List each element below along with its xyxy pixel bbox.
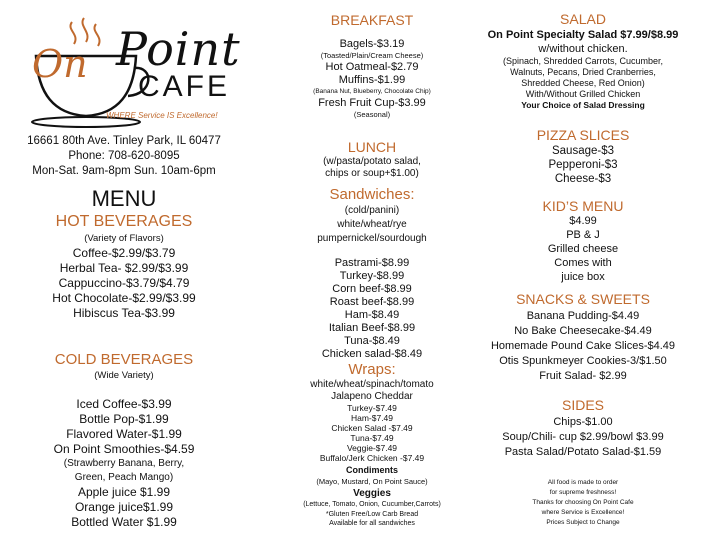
pizza-section (465, 126, 701, 186)
menu-item: Italian Beef-$8.99 (328, 322, 416, 334)
smoothie-note: (Strawberry Banana, Berry, (63, 458, 185, 469)
logo-point-text: Point (116, 22, 241, 76)
item-note: (Banana Nut, Blueberry, Chocolate Chip) (313, 88, 431, 95)
salad-desc: Walnuts, Pecans, Dried Cranberries, (510, 67, 656, 77)
cafe-logo (28, 12, 248, 130)
menu-item: Corn beef-$8.99 (332, 283, 412, 295)
bread-options: white/wheat/rye (337, 219, 407, 230)
gluten-note: *Gluten Free/Low Carb Bread (325, 511, 419, 518)
breakfast-section (262, 10, 482, 120)
menu-item: Apple juice $1.99 (77, 485, 171, 499)
footer-notes (465, 478, 701, 528)
menu-item: Cheese-$3 (554, 173, 612, 185)
menu-item: Orange juice$1.99 (74, 500, 174, 514)
condiments-note: (Mayo, Mustard, On Point Sauce) (316, 477, 428, 486)
menu-item: Grilled cheese (547, 243, 619, 255)
menu-item: On Point Specialty Salad $7.99/$8.99 (487, 29, 679, 41)
cold-beverages-section (0, 350, 248, 530)
menu-item: Bottled Water $1.99 (71, 515, 177, 529)
gluten-note: Available for all sandwiches (329, 520, 415, 527)
menu-item: Chicken Salad -$7.49 (331, 423, 413, 433)
menu-item: No Bake Cheesecake-$4.49 (514, 325, 652, 337)
menu-item: Banana Pudding-$4.49 (526, 310, 640, 322)
menu-item: Chips-$1.00 (553, 416, 613, 428)
menu-item: Veggie-$7.49 (346, 443, 398, 453)
wraps-title: Wraps: (348, 361, 396, 378)
bread-options: Jalapeno Cheddar (331, 391, 413, 402)
salad-dressing: Your Choice of Salad Dressing (521, 100, 645, 110)
hot-beverages-section (0, 186, 248, 321)
menu-item: Ham-$8.49 (344, 309, 400, 321)
sides-section (465, 396, 701, 460)
bread-options: (cold/panini) (344, 205, 400, 216)
kids-menu-title: KID’S MENU (542, 198, 624, 214)
menu-item: Hot Chocolate-$2.99/$3.99 (52, 291, 196, 305)
wraps-section (262, 361, 482, 528)
menu-item: Roast beef-$8.99 (329, 296, 415, 308)
logo-tagline: WHERE Service IS Excellence! (106, 111, 218, 120)
footer-line: for supreme freshness! (549, 489, 617, 496)
menu-item: Coffee-$2.99/$3.79 (72, 246, 176, 260)
salad-desc: Shredded Cheese, Red Onion) (521, 78, 645, 88)
menu-item: Bagels-$3.19 (339, 38, 405, 50)
kids-menu-section (465, 198, 701, 284)
cafe-info (0, 134, 248, 179)
smoothie-note: Green, Peach Mango) (74, 472, 174, 483)
menu-item: w/without chicken. (538, 43, 628, 55)
lunch-title: LUNCH (347, 139, 397, 155)
snacks-section (465, 290, 701, 384)
snacks-title: SNACKS & SWEETS (516, 291, 650, 307)
menu-item: Herbal Tea- $2.99/$3.99 (59, 261, 189, 275)
condiments-title: Condiments (345, 465, 398, 475)
sandwiches-section (262, 186, 482, 361)
menu-item: Tuna-$7.49 (350, 433, 394, 443)
menu-item: On Point Smoothies-$4.59 (53, 442, 195, 456)
veggies-note: (Lettuce, Tomato, Onion, Cucumber,Carrots) (303, 501, 441, 508)
footer-line: Thanks for choosing On Point Cafe (532, 499, 634, 506)
menu-item: Muffins-$1.99 (338, 74, 406, 86)
menu-item: Fruit Salad- $2.99 (539, 370, 627, 382)
hot-beverages-title: HOT BEVERAGES (55, 213, 193, 230)
menu-item: Sausage-$3 (551, 145, 615, 157)
menu-item: Comes with (554, 257, 612, 269)
lunch-note: (w/pasta/potato salad, (323, 156, 421, 167)
address: 16661 80th Ave. Tinley Park, IL 60477 (27, 135, 221, 147)
sandwiches-title: Sandwiches: (329, 186, 415, 203)
lunch-note: chips or soup+$1.00) (325, 168, 419, 179)
logo-on-text: On (32, 42, 88, 86)
menu-item: juice box (561, 271, 605, 283)
menu-item: Turkey-$7.49 (347, 403, 397, 413)
menu-item: Fresh Fruit Cup-$3.99 (318, 97, 426, 109)
footer-line: where Service is Excellence! (541, 509, 625, 516)
phone: Phone: 708-620-8095 (68, 150, 180, 162)
pizza-title: PIZZA SLICES (536, 127, 630, 143)
menu-item: Pasta Salad/Potato Salad-$1.59 (504, 446, 662, 458)
menu-item: Buffalo/Jerk Chicken -$7.49 (319, 453, 425, 463)
menu-item: Homemade Pound Cake Slices-$4.49 (490, 340, 676, 352)
menu-item: Cappuccino-$3.79/$4.79 (58, 276, 190, 290)
menu-item: Chicken salad-$8.49 (321, 348, 423, 360)
sides-title: SIDES (561, 397, 604, 413)
footer-line: Prices Subject to Change (546, 519, 620, 526)
bread-options: white/wheat/spinach/tomato (310, 379, 434, 390)
menu-item: Iced Coffee-$3.99 (76, 397, 172, 411)
hours: Mon-Sat. 9am-8pm Sun. 10am-6pm (32, 165, 216, 177)
menu-item: Pastrami-$8.99 (334, 257, 410, 269)
cold-beverages-title: COLD BEVERAGES (54, 351, 194, 368)
menu-item: Flavored Water-$1.99 (66, 427, 182, 441)
menu-item: Ham-$7.49 (350, 413, 394, 423)
hot-beverages-note: (Variety of Flavors) (84, 233, 164, 244)
veggies-title: Veggies (353, 488, 391, 499)
menu-item: Soup/Chili- cup $2.99/bowl $3.99 (502, 431, 664, 443)
menu-item: PB & J (566, 229, 600, 241)
menu-item: Hot Oatmeal-$2.79 (325, 61, 419, 73)
salad-desc: With/Without Grilled Chicken (525, 89, 641, 99)
item-note: (Toasted/Plain/Cream Cheese) (320, 51, 424, 60)
menu-title: MENU (91, 186, 157, 211)
item-note: (Seasonal) (353, 110, 391, 119)
salad-desc: (Spinach, Shredded Carrots, Cucumber, (502, 56, 664, 66)
menu-item: Otis Spunkmeyer Cookies-3/$1.50 (499, 355, 667, 367)
footer-line: All food is made to order (547, 479, 619, 486)
menu-item: Pepperoni-$3 (548, 159, 618, 171)
salad-section (465, 10, 701, 111)
logo-cafe-text: CAFE (138, 70, 231, 103)
menu-item: Turkey-$8.99 (339, 270, 405, 282)
breakfast-title: BREAKFAST (330, 12, 414, 28)
salad-title: SALAD (560, 11, 606, 27)
cold-beverages-note: (Wide Variety) (94, 370, 154, 381)
menu-item: Hibiscus Tea-$3.99 (73, 306, 175, 320)
menu-item: Tuna-$8.49 (344, 335, 400, 347)
lunch-section (262, 138, 482, 180)
menu-item: Bottle Pop-$1.99 (79, 412, 169, 426)
kids-price: $4.99 (569, 215, 597, 227)
bread-options: pumpernickel/sourdough (317, 233, 427, 244)
